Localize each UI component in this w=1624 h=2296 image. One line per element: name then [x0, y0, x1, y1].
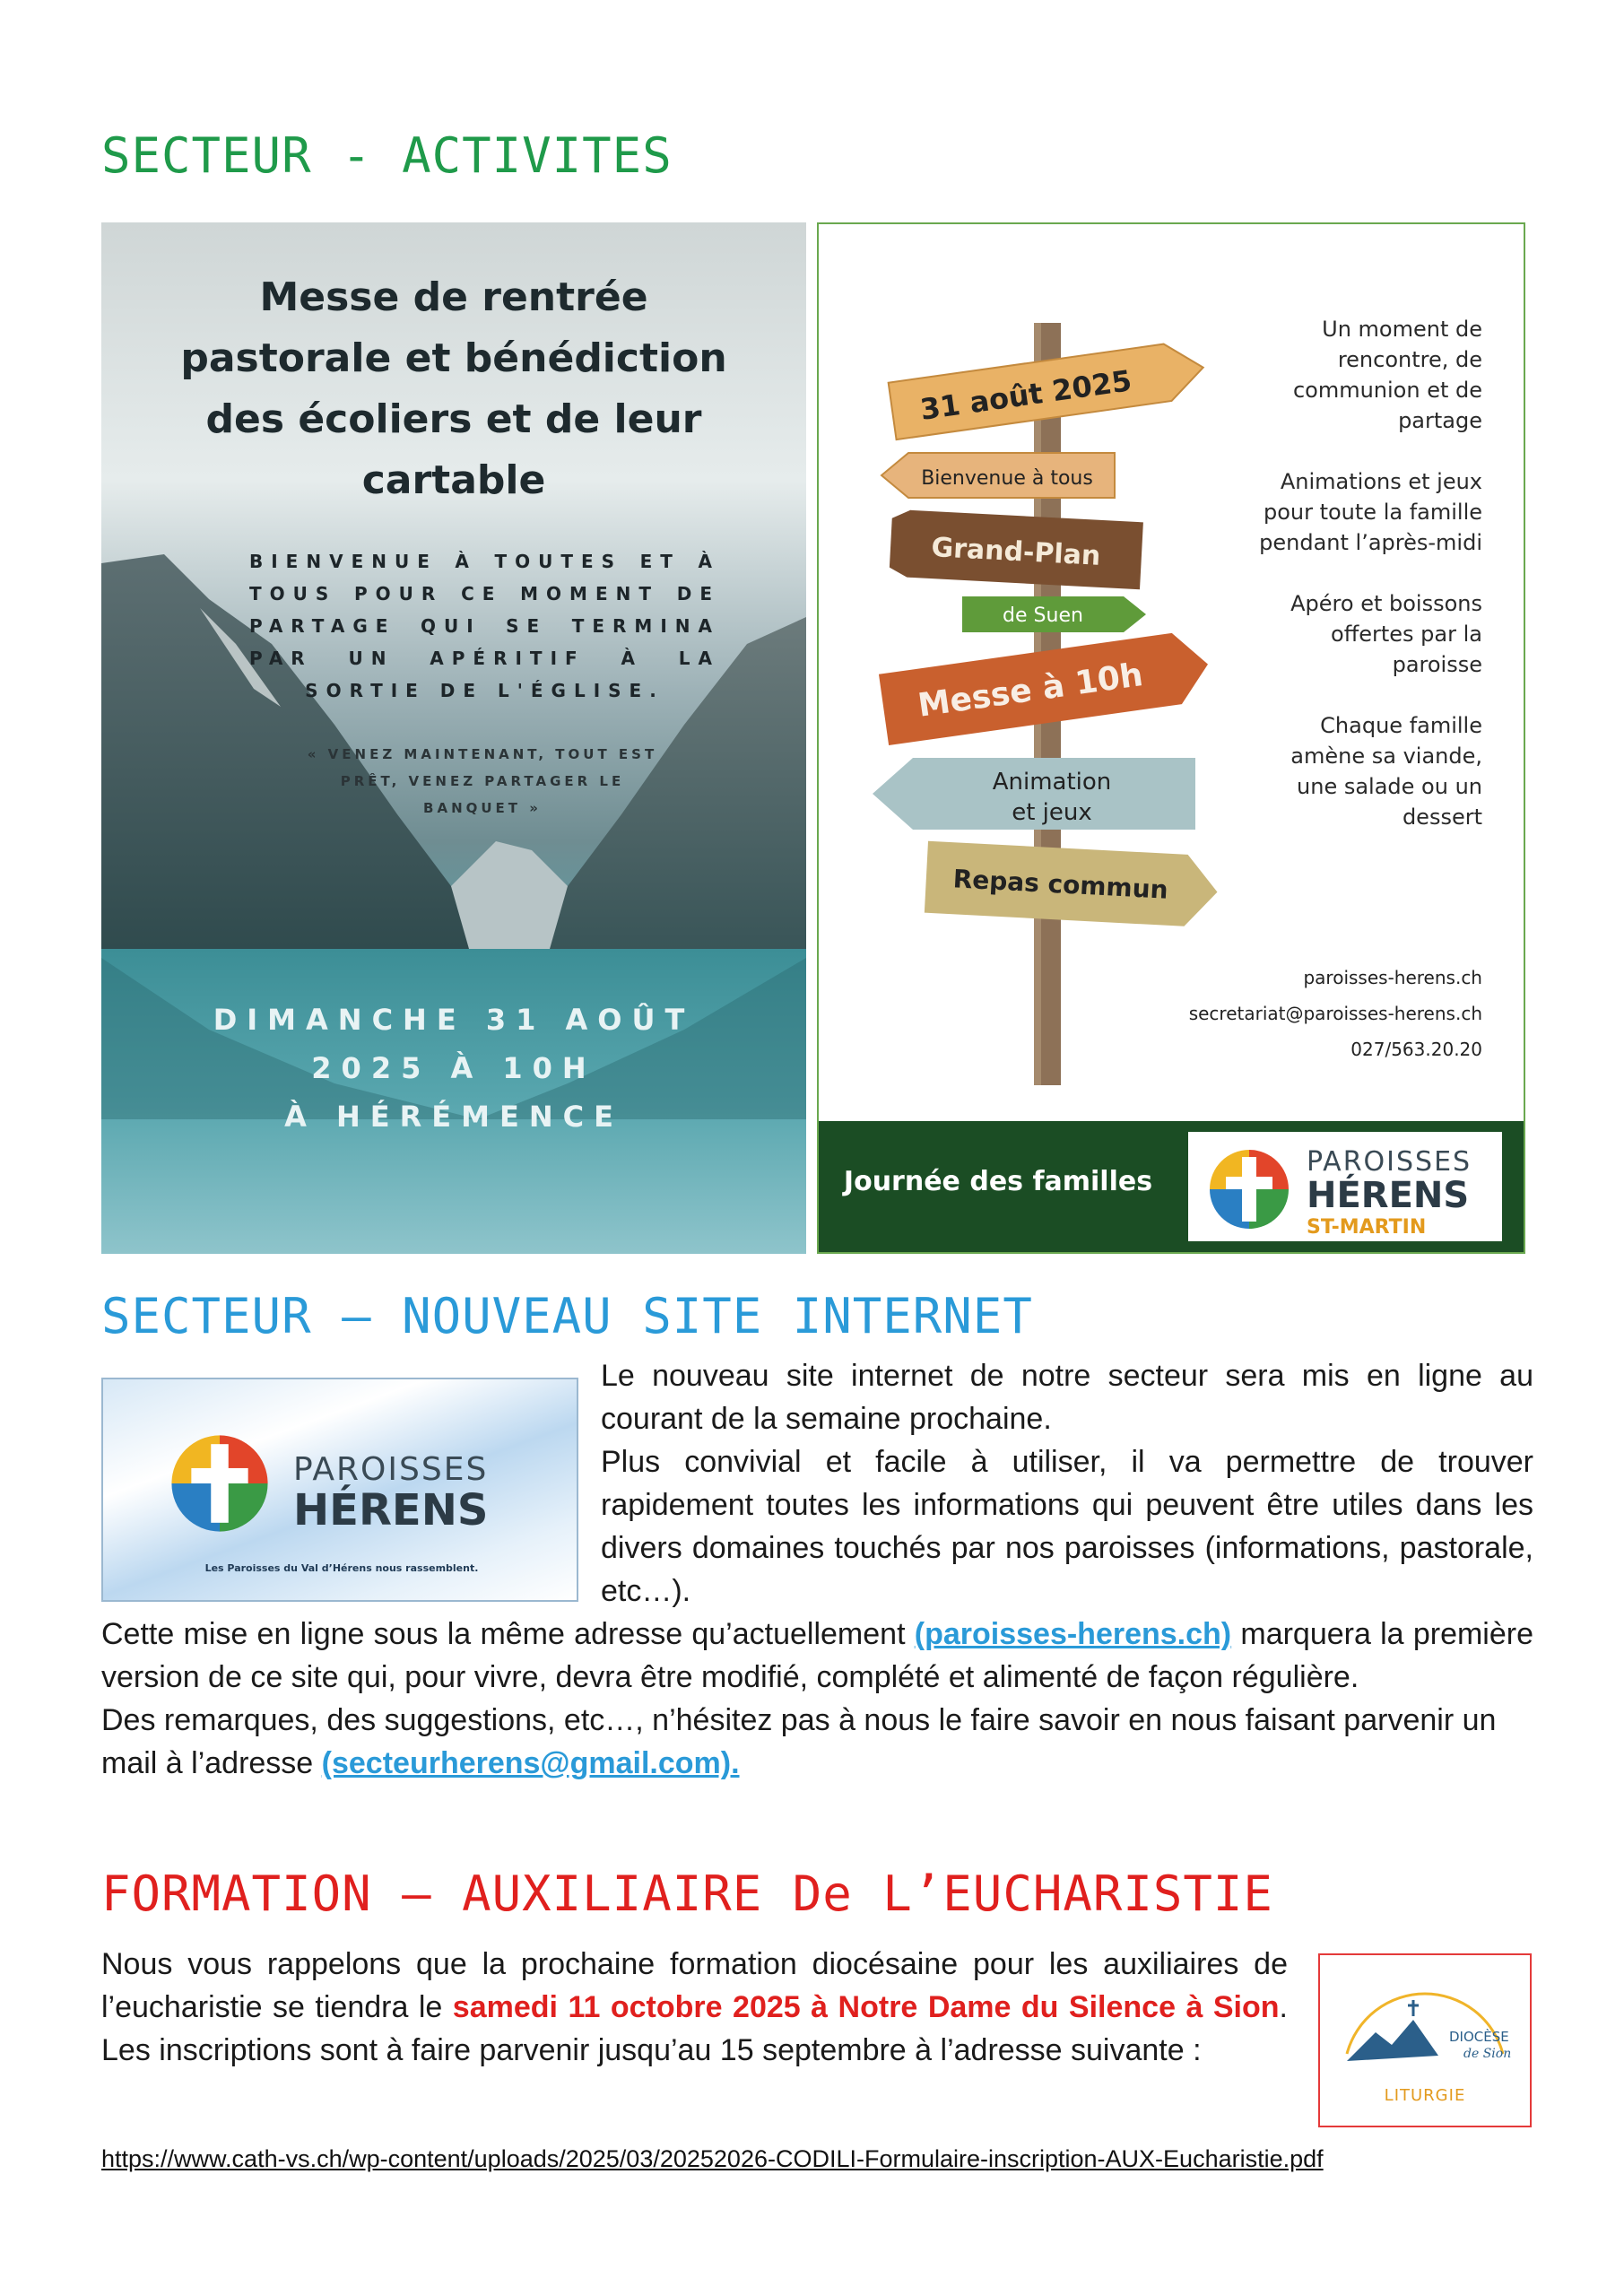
poster2-contact	[1142, 960, 1482, 1067]
website-para-1: Le nouveau site internet de notre secteur sera mis en ligne au courant de la semaine prochaine.	[601, 1359, 1533, 1436]
para3-text-end: marquera la première version de ce site qui, pour vivre, devra être modifié, complété et alimenté de façon régulière.	[101, 1617, 1533, 1694]
formation-date-location: samedi 11 octobre 2025 à Notre Dame du Silence à Sion	[452, 1990, 1280, 2024]
website-banner-image	[101, 1378, 578, 1602]
poster1-date-line1: DIMANCHE 31 AOÛT	[213, 1003, 695, 1037]
formation-text-end: . Les inscriptions sont à faire parvenir jusqu’au 15 septembre à l’adresse suivante :	[101, 1990, 1288, 2067]
poster-rentree-pastorale	[101, 222, 806, 1254]
poster-journee-des-familles	[817, 222, 1525, 1254]
logo-paroisses-text: PAROISSES	[1307, 1146, 1472, 1178]
logo-herens-text: HÉRENS	[1307, 1175, 1470, 1216]
svg-text:Messe à 10h: Messe à 10h	[916, 657, 1146, 725]
svg-text:et jeux: et jeux	[1012, 799, 1092, 826]
liturgie-label: LITURGIE	[1384, 2086, 1466, 2105]
website-para-2: Plus convivial et facile à utiliser, il va permettre de trouver rapidement toutes les informations qui peuvent être utiles dans les divers domaines touchés par nos paroisses (informations, pastorale, etc…).	[601, 1445, 1533, 1608]
formation-text	[101, 1943, 1288, 2072]
cross-logo-icon	[1208, 1148, 1290, 1231]
poster2-phone: 027/563.20.20	[1350, 1039, 1482, 1060]
banner-caption: Les Paroisses du Val d’Hérens nous rassemblent.	[204, 1562, 479, 1574]
website-intro-text	[601, 1354, 1533, 1613]
sign-repas	[925, 841, 1220, 928]
poster2-footer-bar	[819, 1121, 1524, 1252]
poster1-date-block	[155, 996, 752, 1141]
sign-de-suen	[962, 596, 1146, 632]
poster2-info-4: Chaque famille amène sa viande, une salade ou un dessert	[1290, 713, 1482, 830]
sign-bienvenue	[881, 453, 1115, 498]
website-para-3	[101, 1613, 1533, 1699]
poster1-quote: « VENEZ MAINTENANT, TOUT EST PRÊT, VENEZ PARTAGER LE BANQUET »	[307, 746, 658, 816]
poster2-website: paroisses-herens.ch	[1303, 967, 1482, 988]
formation-text-start: Nous vous rappelons que la prochaine formation diocésaine pour les auxiliaires de l’eucharistie se tiendra le	[101, 1947, 1288, 2024]
website-details-text	[101, 1613, 1533, 1785]
website-para-4	[101, 1699, 1533, 1785]
svg-text:Animation: Animation	[992, 769, 1112, 796]
section-title-website: SECTEUR – NOUVEAU SITE INTERNET	[101, 1288, 1033, 1344]
poster2-info-3: Apéro et boissons offertes par la paroisse	[1290, 591, 1482, 677]
email-link[interactable]: (secteurherens@gmail.com).	[321, 1746, 740, 1780]
poster2-info-2: Animations et jeux pour toute la famille pendant l’après-midi	[1259, 469, 1482, 555]
poster2-email: secretariat@paroisses-herens.ch	[1188, 1003, 1482, 1024]
paroisses-herens-st-martin-logo	[1188, 1132, 1502, 1241]
website-link[interactable]: (paroisses-herens.ch)	[914, 1617, 1232, 1651]
poster2-info-1: Un moment de rencontre, de communion et de partage	[1292, 317, 1482, 433]
svg-text:31 août 2025: 31 août 2025	[917, 363, 1134, 427]
sign-animation	[873, 758, 1195, 830]
svg-text:Grand-Plan: Grand-Plan	[930, 532, 1102, 572]
poster1-date-line3: À HÉRÉMENCE	[284, 1100, 623, 1134]
cross-logo-icon	[169, 1433, 270, 1534]
diocese-liturgie-logo	[1318, 1953, 1532, 2127]
svg-text:de Suen: de Suen	[1003, 604, 1083, 627]
banner-herens-text: HÉRENS	[293, 1485, 489, 1535]
poster1-title: Messe de rentrée pastorale et bénédiction des écoliers et de leur cartable	[180, 274, 727, 503]
liturgie-diocese-text: DIOCÈSE	[1449, 2029, 1509, 2045]
section-title-activities: SECTEUR - ACTIVITES	[101, 127, 673, 184]
sign-grand-plan	[889, 509, 1143, 590]
para3-text-start: Cette mise en ligne sous la même adresse qu’actuellement	[101, 1617, 915, 1651]
svg-text:Repas commun: Repas commun	[952, 864, 1169, 905]
para4-text-start: Des remarques, des suggestions, etc…, n’hésitez pas à nous le faire savoir en nous faisant parvenir un mail à l’adresse	[101, 1703, 1497, 1780]
poster2-footer-text: Journée des familles	[843, 1166, 1153, 1197]
poster1-welcome-text: BIENVENUE À TOUTES ET À TOUS POUR CE MOMENT DE PARTAGE QUI SE TERMINA PAR UN APÉRITIF À LA SORTIE DE L'ÉGLISE.	[249, 551, 720, 701]
liturgie-sion-text: de Sion	[1463, 2047, 1512, 2061]
registration-form-link[interactable]: https://www.cath-vs.ch/wp-content/uploads/2025/03/20252026-CODILI-Formulaire-inscription-AUX-Eucharistie.pdf	[101, 2145, 1324, 2172]
section-title-formation: FORMATION – AUXILIAIRE De L’EUCHARISTIE	[101, 1866, 1273, 1922]
logo-st-martin-text: ST-MARTIN	[1307, 1216, 1427, 1239]
poster2-info-text	[1249, 314, 1482, 863]
poster1-date-line2: 2025 À 10H	[311, 1051, 596, 1085]
banner-paroisses-text: PAROISSES	[293, 1451, 489, 1488]
svg-text:Bienvenue à tous: Bienvenue à tous	[921, 467, 1093, 490]
